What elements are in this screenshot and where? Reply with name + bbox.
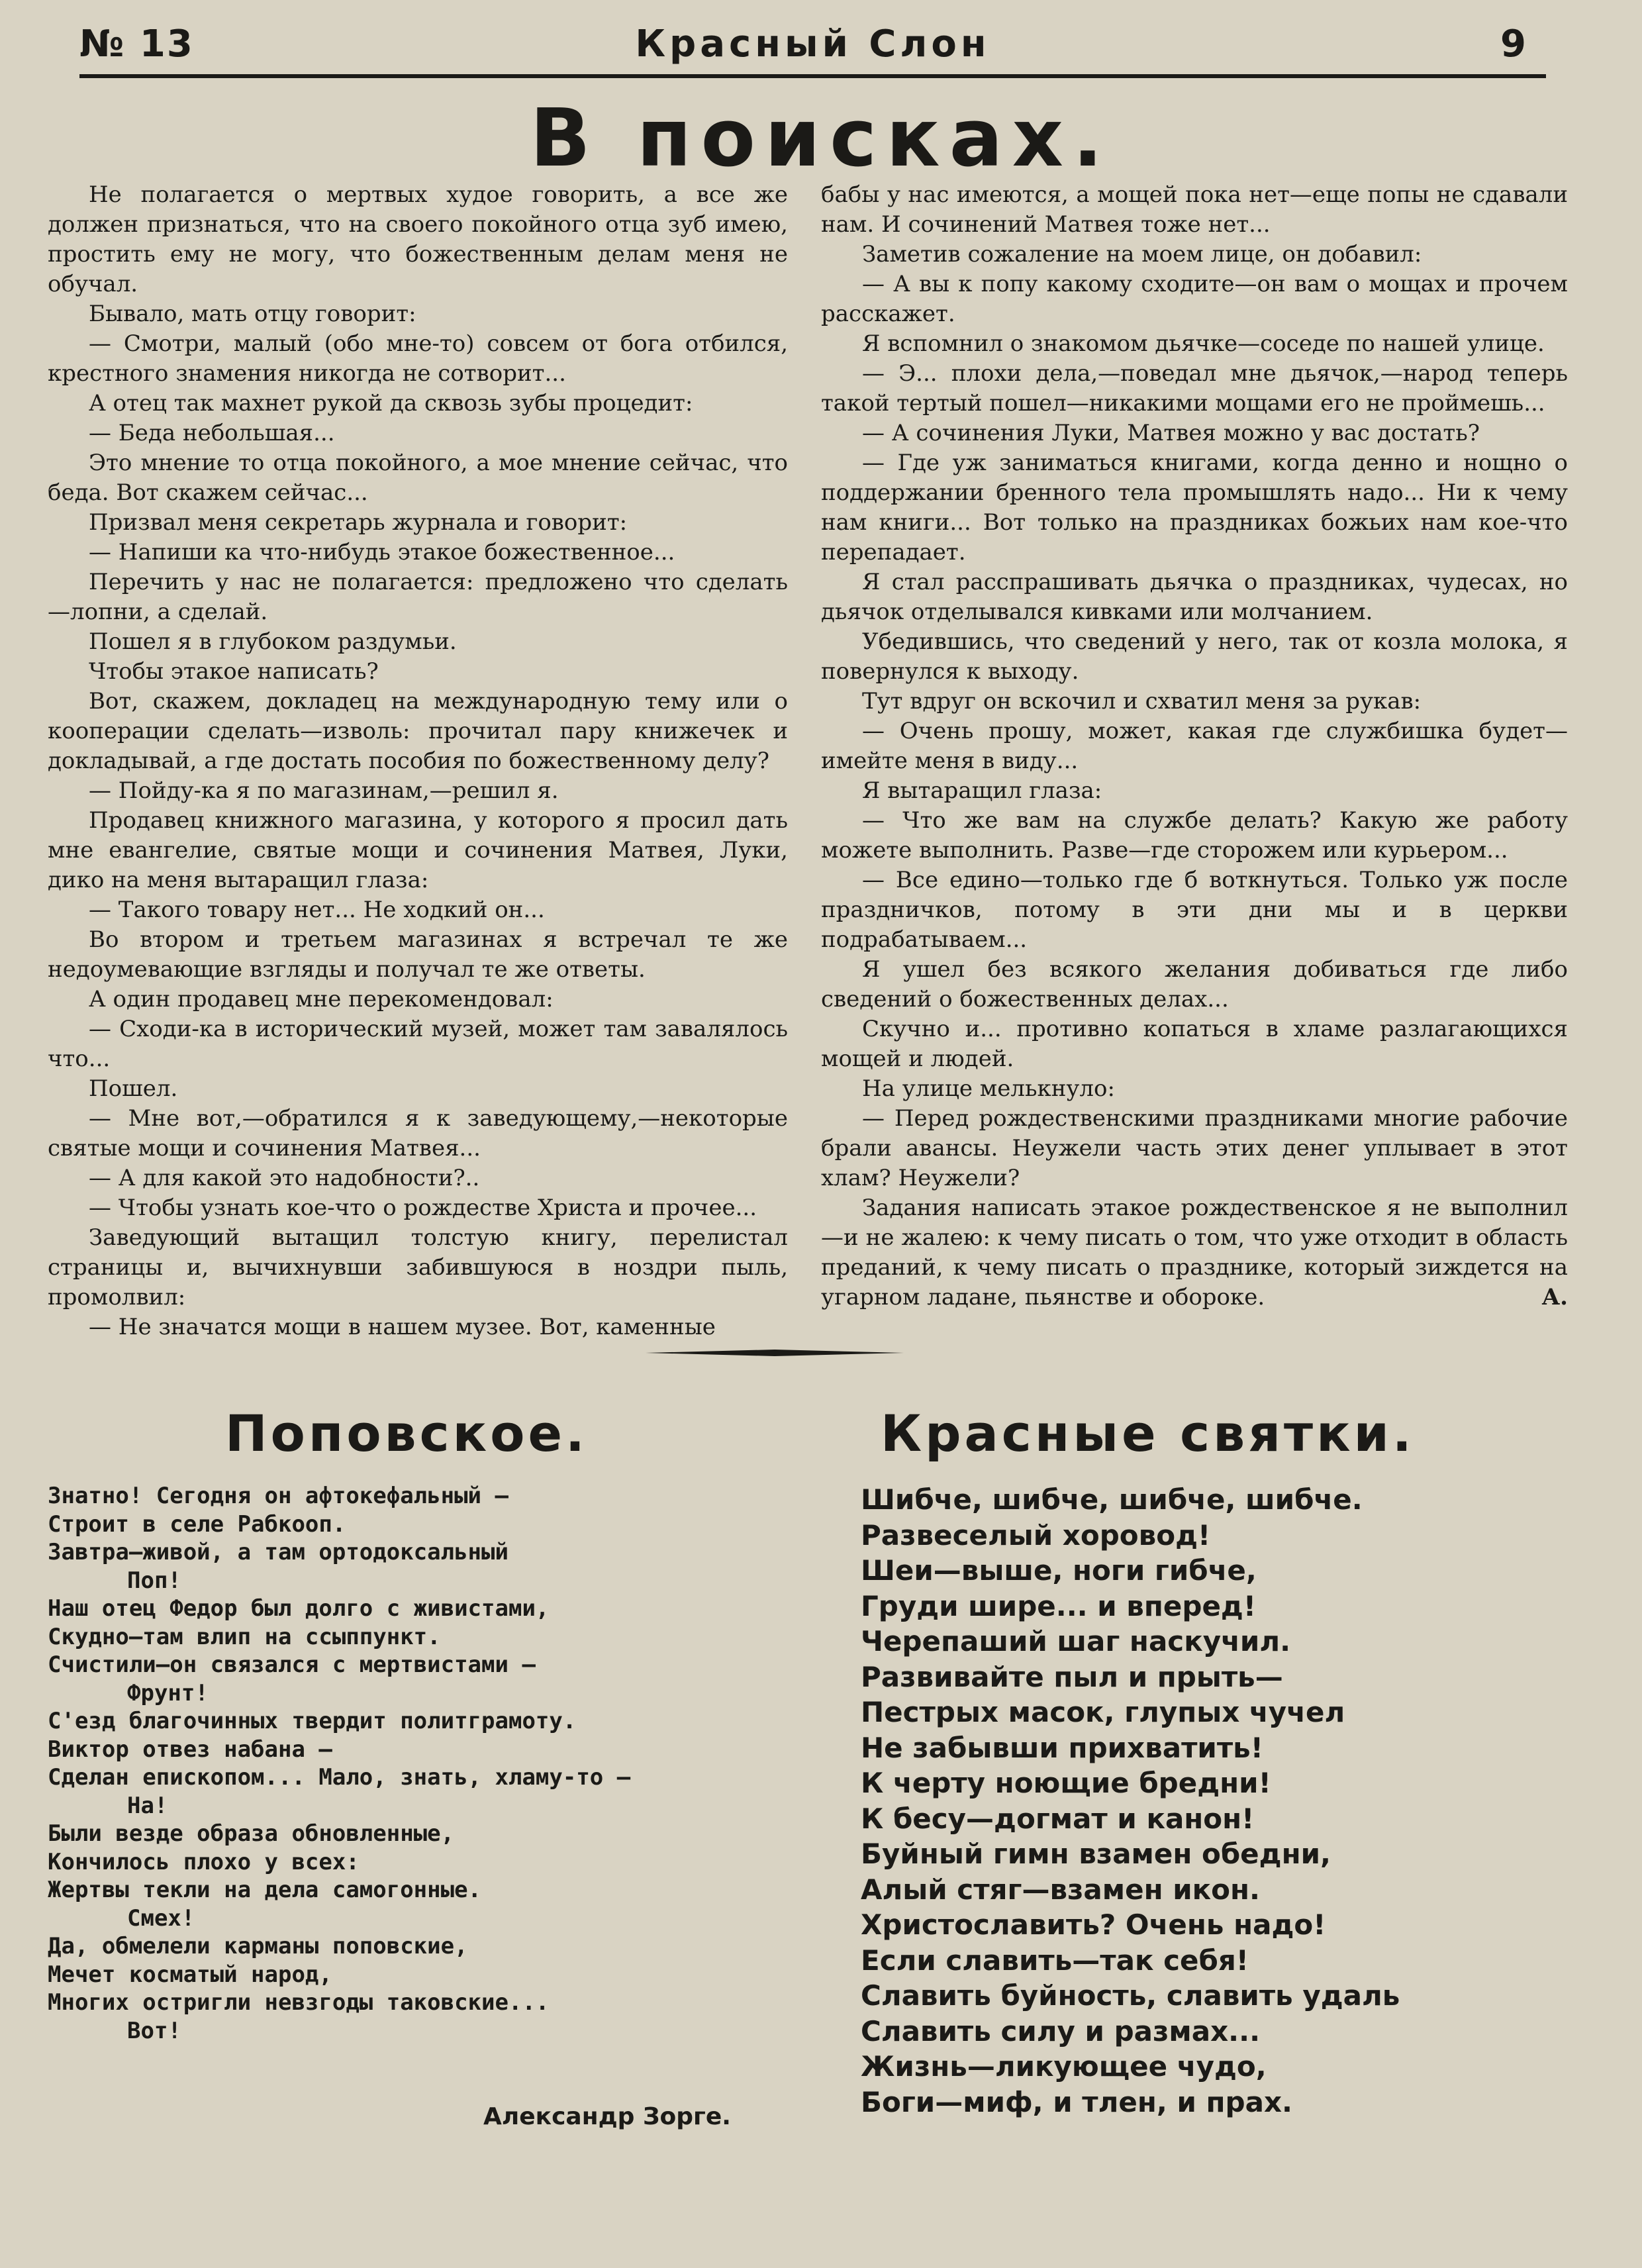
article-paragraph: — А вы к попу какому сходите—он вам о мощах и прочем расскажет. <box>821 271 1568 327</box>
article-paragraph: — Все едино—только где б воткнуться. Только уж после праздничков, потому в эти дни мы и в церкви подрабатываем... <box>821 867 1568 953</box>
poem-line: К черту ноющие бредни! <box>861 1767 1271 1799</box>
article-paragraph: — Э... плохи дела,—поведал мне дьячок,—народ теперь такой тертый пошел—никакими мощами его не проймешь... <box>821 360 1568 417</box>
poem-line: На! <box>127 1792 168 1819</box>
article-paragraph: На улице мелькнуло: <box>862 1075 1115 1102</box>
article-closing-paragraph <box>821 1193 1568 1312</box>
article-paragraph: — Что же вам на службе делать? Какую же работу можете выполнить. Разве—где сторожем или курьером... <box>821 807 1568 863</box>
poem-line: Скудно—там влип на ссыппункт. <box>48 1623 441 1650</box>
article-paragraph: — Где уж заниматься книгами, когда денно и нощно о поддержании бренного тела промышлять надо... Ни к чему нам книги... Вот только на праздниках божьих нам кое-что перепадает. <box>821 450 1568 566</box>
poem-line: Смех! <box>127 1904 195 1932</box>
poem-line: С'езд благочинных твердит политграмоту. <box>48 1708 577 1734</box>
article-paragraph: Убедившись, что сведений у него, так от козла молока, я повернулся к выходу. <box>821 628 1568 685</box>
article-paragraph: Заведующий вытащил толстую книгу, перелистал страницы и, вычихнувши забившуюся в ноздри пыль, промолвил: <box>48 1224 788 1310</box>
article-paragraph: Я стал расспрашивать дьячка о праздниках, чудесах, но дьячок отделывался кивками или молчанием. <box>821 569 1568 625</box>
poem-line: Славить силу и размах... <box>861 2014 1261 2047</box>
poem-title-krasnye-svyatki: Красные святки. <box>881 1404 1415 1463</box>
poem-line: Славить буйность, славить удаль <box>861 1979 1400 2012</box>
poem-line: Христославить? Очень надо! <box>861 1908 1326 1941</box>
poem-line: Фрунт! <box>127 1679 209 1706</box>
poem-line: Жертвы текли на дела самогонные. <box>48 1877 482 1903</box>
article-paragraph: Я вспомнил о знакомом дьячке—соседе по нашей улице. <box>862 330 1545 357</box>
poem-line: Жизнь—ликующее чудо, <box>861 2050 1267 2083</box>
poem-line: Сделан епископом... Мало, знать, хламу-то — <box>48 1764 631 1791</box>
poem-line: Мечет косматый народ, <box>48 1961 332 1988</box>
poem-krasnye-svyatki <box>861 1482 1589 2120</box>
poem-line: Поп! <box>127 1567 181 1594</box>
header-rule <box>79 74 1546 78</box>
article-paragraph: Перечить у нас не полагается: предложено что сделать —лопни, а сделай. <box>48 569 788 625</box>
article-paragraph: Заметив сожаление на моем лице, он добавил: <box>862 241 1422 268</box>
section-divider <box>646 1350 904 1356</box>
poem-line: Боги—миф, и тлен, и прах. <box>861 2085 1293 2118</box>
article-paragraph: Вот, скажем, докладец на международную тему или о кооперации сделать—изволь: прочитал пару книжечек и докладывай, а где достать пособия по божественному делу? <box>48 688 788 774</box>
poem-line: Алый стяг—взамен икон. <box>861 1873 1260 1906</box>
article-paragraph: — А для какой это надобности?.. <box>89 1165 480 1191</box>
poem-line: Знатно! Сегодня он афтокефальный — <box>48 1483 508 1509</box>
article-paragraph: — Не значатся мощи в нашем музее. Вот, каменные <box>89 1314 716 1340</box>
poem-line: Развеселый хоровод! <box>861 1518 1211 1552</box>
poem-line: Были везде образа обновленные, <box>48 1820 455 1847</box>
article-signature: А. <box>1541 1284 1568 1310</box>
poem-line: Если славить—так себя! <box>861 1944 1249 1977</box>
page-header <box>79 23 1546 69</box>
article-paragraph: А отец так махнет рукой да сквозь зубы процедит: <box>89 390 693 417</box>
poem-title-poposkoe: Поповское. <box>225 1404 588 1463</box>
poem-line: Завтра—живой, а там ортодоксальный <box>48 1539 508 1565</box>
poem-line: Наш отец Федор был долго с живистами, <box>48 1595 550 1622</box>
article-paragraph: — А сочинения Луки, Матвея можно у вас достать? <box>862 420 1480 446</box>
article-column-left <box>48 180 788 1342</box>
article-paragraph: — Перед рождественскими праздниками многие рабочие брали авансы. Неужели часть этих денег уплывает в этот хлам? Неужели? <box>821 1105 1568 1191</box>
poem-poposkoe <box>48 1482 789 2045</box>
poem-line: Счистили—он связался с мертвистами — <box>48 1652 536 1678</box>
article-closing-text: Задания написать этакое рождественское я не выполнил —и не жалею: к чему писать о том, что уже отходит в область преданий, к чему писать о празднике, который зиждется на угарном ладане, пьянстве и обороке. <box>821 1195 1568 1310</box>
poem-line: Шеи—выше, ноги гибче, <box>861 1554 1257 1587</box>
article-paragraph: — Чтобы узнать кое-что о рождестве Христа и прочее... <box>89 1195 757 1221</box>
article-title: В поисках. <box>530 93 1112 185</box>
article-paragraph: Во втором и третьем магазинах я встречал те же недоумевающие взгляды и получал те же ответы. <box>48 926 788 983</box>
article-paragraph: — Напиши ка что-нибудь этакое божественное... <box>89 539 675 566</box>
article-paragraph: — Смотри, малый (обо мне-то) совсем от бога отбился, крестного знамения никогда не сотворит... <box>48 330 788 387</box>
article-paragraph: Продавец книжного магазина, у которого я просил дать мне евангелие, святые мощи и сочинения Матвея, Луки, дико на меня вытаращил глаза: <box>48 807 788 893</box>
poem-line: Шибче, шибче, шибче, шибче. <box>861 1483 1363 1516</box>
article-paragraph: — Беда небольшая... <box>89 420 335 446</box>
poem-line: Черепаший шаг наскучил. <box>861 1625 1291 1657</box>
poem-author: Александр Зорге. <box>483 2103 731 2130</box>
article-paragraph: — Пойду-ка я по магазинам,—решил я. <box>89 777 559 804</box>
poem-line: К бесу—догмат и канон! <box>861 1802 1255 1835</box>
article-paragraph: Я ушел без всякого желания добиваться где либо сведений о божественных делах... <box>821 956 1568 1012</box>
poem-line: Кончилось плохо у всех: <box>48 1848 360 1875</box>
poem-line: Строит в селе Рабкооп. <box>48 1510 346 1538</box>
poem-line: Буйный гимн взамен обедни, <box>861 1838 1331 1870</box>
article-paragraph: Скучно и... противно копаться в хламе разлагающихся мощей и людей. <box>821 1016 1568 1072</box>
poem-line: Виктор отвез набана — <box>48 1736 332 1763</box>
article-right-body <box>821 240 1568 1193</box>
article-paragraph: Чтобы этакое написать? <box>89 658 379 685</box>
poem-line: Многих остригли невзгоды таковские... <box>48 1989 550 2016</box>
poem-line: Груди шире... и вперед! <box>861 1589 1257 1622</box>
poem-line: Не забывши прихватить! <box>861 1731 1263 1764</box>
article-paragraph: Я вытаращил глаза: <box>862 777 1102 804</box>
article-paragraph: — Сходи-ка в исторический музей, может там завалялось что... <box>48 1016 788 1072</box>
article-paragraph: Не полагается о мертвых худое говорить, а все же должен признаться, что на своего покойного отца зуб имею, простить ему не могу, что божественным делам меня не обучал. <box>48 181 788 297</box>
article-paragraph: Тут вдруг он вскочил и схватил меня за рукав: <box>862 688 1422 715</box>
article-paragraph: — Такого товару нет... Не ходкий он... <box>89 897 545 923</box>
article-paragraph: А один продавец мне перекомендовал: <box>89 986 554 1012</box>
poem-line: Да, обмелели карманы поповские, <box>48 1933 468 1959</box>
article-paragraph: — Очень прошу, может, какая где службишка будет—имейте меня в виду... <box>821 718 1568 774</box>
article-paragraph: Это мнение то отца покойного, а мое мнение сейчас, что беда. Вот скажем сейчас... <box>48 450 788 506</box>
article-paragraph: Пошел. <box>89 1075 178 1102</box>
poem-line: Пестрых масок, глупых чучел <box>861 1696 1345 1728</box>
poem-line: Вот! <box>127 2017 181 2044</box>
article-paragraph: Бывало, мать отцу говорит: <box>89 301 416 327</box>
issue-number: № 13 <box>79 23 194 66</box>
article-column-right <box>821 180 1568 1312</box>
article-paragraph: Пошел я в глубоком раздумьи. <box>89 628 457 655</box>
page-number: 9 <box>1500 23 1526 66</box>
article-paragraph: Призвал меня секретарь журнала и говорит: <box>89 509 628 536</box>
article-paragraph: бабы у нас имеются, а мощей пока нет—еще попы не сдавали нам. И сочинений Матвея тоже нет... <box>821 181 1568 238</box>
article-paragraph: — Мне вот,—обратился я к заведующему,—некоторые святые мощи и сочинения Матвея... <box>48 1105 788 1161</box>
magazine-title: Красный Слон <box>635 23 990 66</box>
poem-line: Развивайте пыл и прыть— <box>861 1660 1283 1693</box>
